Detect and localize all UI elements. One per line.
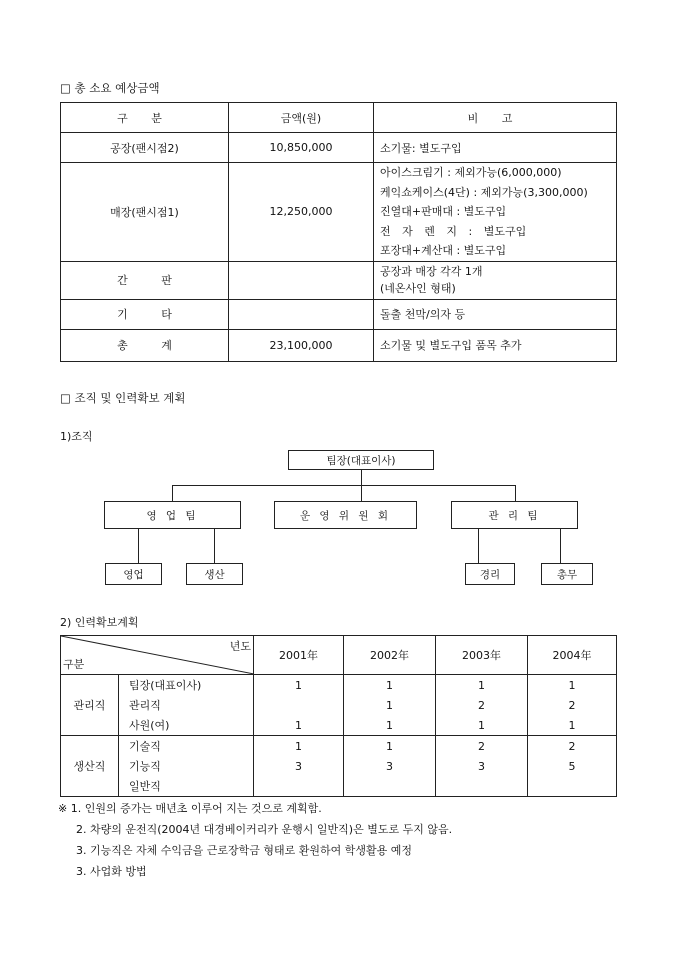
- table-row: [61, 776, 617, 797]
- cost-row: [61, 163, 617, 262]
- value-cell: 2: [436, 695, 528, 715]
- cost-row: [61, 299, 617, 329]
- value-cell: [254, 695, 344, 715]
- cost-row: [61, 261, 617, 299]
- subheading-staffing-plan: 2) 인력확보계획: [60, 616, 139, 629]
- value-cell: 1: [436, 675, 528, 696]
- note-line: 진열대+판매대 : 별도구입: [380, 205, 507, 218]
- value-cell: 3: [254, 756, 344, 776]
- org-connector: [515, 485, 516, 501]
- cost-row-notes: [374, 261, 617, 299]
- role-label: 관리직: [119, 695, 254, 715]
- staffing-corner-cell: [61, 636, 254, 675]
- role-label: 일반직: [119, 776, 254, 797]
- cost-row-note: 소기물 및 별도구입 품목 추가: [374, 329, 617, 361]
- cost-row-amount: 23,100,000: [229, 329, 374, 361]
- corner-label-year: 년도: [229, 640, 251, 653]
- note-line: 케익쇼케이스(4단) : 제외가능(3,300,000): [380, 185, 588, 199]
- footnote: 3. 기능직은 자체 수익금을 근로장학금 형태로 환원하여 학생활용 예정: [76, 844, 412, 857]
- value-cell: [344, 776, 436, 797]
- cost-row: [61, 133, 617, 163]
- role-label: 기능직: [119, 756, 254, 776]
- org-connector: [478, 529, 479, 563]
- value-cell: 1: [344, 695, 436, 715]
- year-header: 2001年: [254, 636, 344, 675]
- subheading-organization: 1)조직: [60, 430, 93, 443]
- note-line: 포장대+계산대 : 별도구입: [380, 244, 507, 257]
- cost-table: [60, 102, 617, 362]
- year-header: 2002年: [344, 636, 436, 675]
- org-box-production: 생산: [186, 563, 243, 585]
- corner-label-category: 구분: [63, 658, 85, 671]
- section-heading-organization: □ 조직 및 인력확보 계획: [60, 391, 186, 405]
- year-header: 2003年: [436, 636, 528, 675]
- group-label: 생산직: [61, 736, 119, 797]
- org-connector: [138, 529, 139, 563]
- value-cell: 1: [344, 715, 436, 736]
- header-note: 비 고: [374, 103, 617, 133]
- year-header: 2004年: [528, 636, 617, 675]
- cost-row-label: 매장(팬시점1): [61, 163, 229, 262]
- cost-table-header: [61, 103, 617, 133]
- table-row: [61, 715, 617, 736]
- footnote: 3. 사업화 방법: [76, 865, 147, 878]
- cost-row-amount: [229, 261, 374, 299]
- org-box-sales: 영업: [105, 563, 162, 585]
- org-connector: [361, 470, 362, 505]
- footnote: ※ 1. 인원의 증가는 매년초 이루어 지는 것으로 계획함.: [58, 802, 322, 815]
- group-label: 관리직: [61, 675, 119, 736]
- cost-row-note: 돌출 천막/의자 등: [374, 299, 617, 329]
- cost-row-amount: 10,850,000: [229, 133, 374, 163]
- cost-row-label: 공장(팬시점2): [61, 133, 229, 163]
- value-cell: [528, 776, 617, 797]
- table-row: [61, 695, 617, 715]
- value-cell: 1: [528, 675, 617, 696]
- value-cell: 1: [254, 715, 344, 736]
- org-connector: [172, 485, 173, 501]
- value-cell: 1: [344, 675, 436, 696]
- org-box-operations-committee: 운 영 위 원 회: [274, 501, 417, 529]
- table-row: [61, 675, 617, 696]
- staffing-header-row: [61, 636, 617, 675]
- table-row: [61, 756, 617, 776]
- cost-row-total: [61, 329, 617, 361]
- org-connector: [214, 529, 215, 563]
- header-amount: 금액(원): [229, 103, 374, 133]
- footnote: 2. 차량의 운전직(2004년 대경베이커리카 운행시 일반직)은 별도로 두지 않음.: [76, 823, 453, 836]
- value-cell: [436, 776, 528, 797]
- value-cell: 5: [528, 756, 617, 776]
- value-cell: 1: [344, 736, 436, 757]
- org-box-admin-team: 관 리 팀: [451, 501, 578, 529]
- value-cell: 1: [436, 715, 528, 736]
- cost-row-notes: [374, 163, 617, 262]
- section-heading-total-cost: □ 총 소요 예상금액: [60, 81, 160, 95]
- staffing-table: [60, 635, 617, 797]
- value-cell: 2: [528, 736, 617, 757]
- diagonal-line: [61, 636, 254, 674]
- role-label: 사원(여): [119, 715, 254, 736]
- table-row: [61, 736, 617, 757]
- value-cell: 1: [254, 736, 344, 757]
- cost-row-amount: [229, 299, 374, 329]
- cost-row-note: 소기물: 별도구입: [374, 133, 617, 163]
- value-cell: 1: [254, 675, 344, 696]
- header-category: 구 분: [61, 103, 229, 133]
- role-label: 팀장(대표이사): [119, 675, 254, 696]
- org-connector: [560, 529, 561, 563]
- note-line: 아이스크림기 : 제외가능(6,000,000): [380, 166, 562, 179]
- note-line: 전 자 렌 지 : 별도구입: [380, 224, 527, 238]
- cost-row-label: 기 타: [61, 299, 229, 329]
- note-line: 공장과 매장 각각 1개: [380, 265, 483, 278]
- cost-row-label: 간 판: [61, 261, 229, 299]
- value-cell: 1: [528, 715, 617, 736]
- role-label: 기술직: [119, 736, 254, 757]
- note-line: (네온사인 형태): [380, 282, 456, 295]
- value-cell: [254, 776, 344, 797]
- org-connector: [172, 485, 515, 486]
- cost-row-amount: 12,250,000: [229, 163, 374, 262]
- org-box-general-affairs: 총무: [541, 563, 593, 585]
- org-box-team-leader: 팀장(대표이사): [288, 450, 434, 470]
- value-cell: 3: [436, 756, 528, 776]
- org-box-sales-team: 영 업 팀: [104, 501, 241, 529]
- cost-row-label: 총 계: [61, 329, 229, 361]
- value-cell: 2: [528, 695, 617, 715]
- org-box-accounting: 경리: [465, 563, 515, 585]
- value-cell: 3: [344, 756, 436, 776]
- value-cell: 2: [436, 736, 528, 757]
